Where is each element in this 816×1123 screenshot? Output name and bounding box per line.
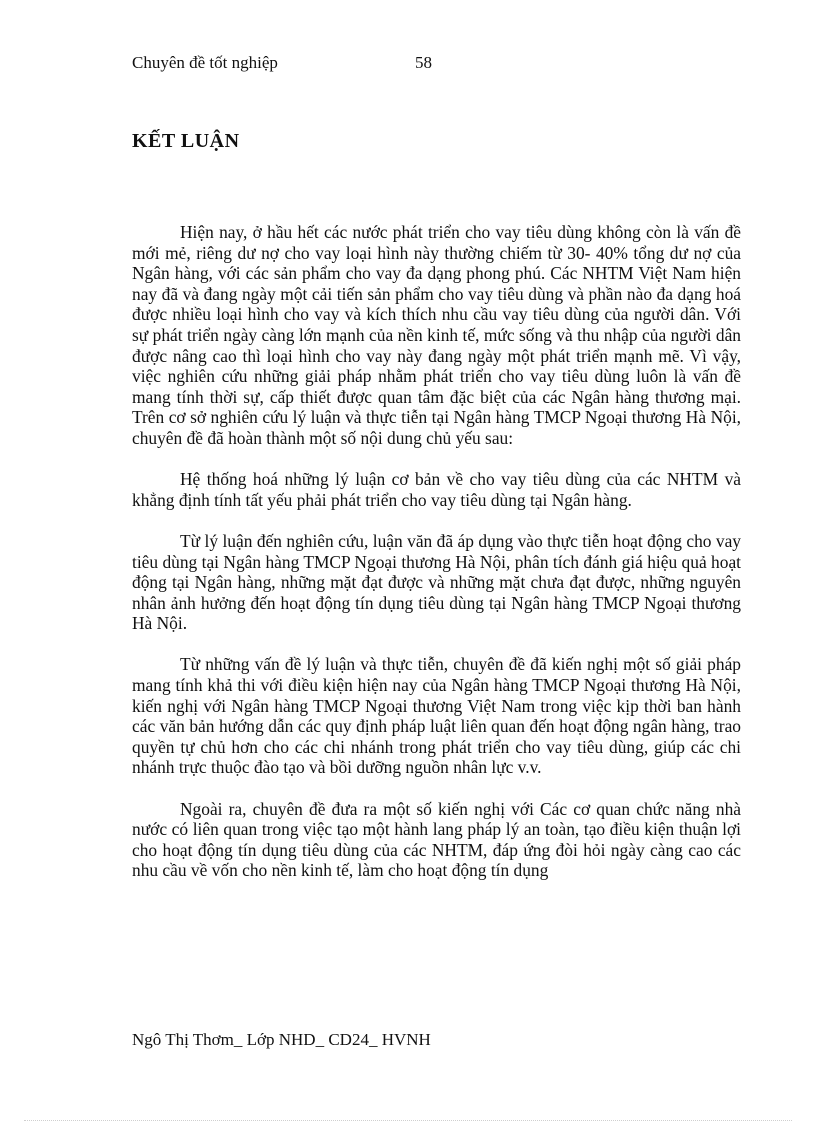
body-text bbox=[132, 222, 741, 902]
page-number: 58 bbox=[415, 53, 432, 72]
paragraph: Từ những vấn đề lý luận và thực tiễn, chuyên đề đã kiến nghị một số giải pháp mang tính khả thi với điều kiện hiện nay của Ngân hàng TMCP Ngoại thương Hà Nội, kiến nghị với Ngân hàng TMCP Ngoại thương Việt Nam trong việc kịp thời ban hành các văn bản hướng dẫn các quy định pháp luật liên quan đến hoạt động ngân hàng, trao quyền tự chủ hơn cho các chi nhánh trong phát triển cho vay tiêu dùng, giúp các chi nhánh trực thuộc đào tạo và bồi dưỡng nguồn nhân lực v.v. bbox=[132, 654, 741, 778]
page-header bbox=[132, 53, 452, 75]
page-footer: Ngô Thị Thơm_ Lớp NHD_ CD24_ HVNH bbox=[132, 1030, 431, 1049]
paragraph: Hiện nay, ở hầu hết các nước phát triển cho vay tiêu dùng không còn là vấn đề mới mẻ, riêng dư nợ cho vay loại hình này thường chiếm từ 30- 40% tổng dư nợ của Ngân hàng, với các sản phẩm cho vay đa dạng phong phú. Các NHTM Việt Nam hiện nay đã và đang ngày một cải tiến sản phẩm cho vay tiêu dùng và phần nào đa dạng hoá được nhiều loại hình cho vay và kích thích nhu cầu vay tiêu dùng của người dân. Với sự phát triển ngày càng lớn mạnh của nền kinh tế, mức sống và thu nhập của người dân được nâng cao thì loại hình cho vay này đang ngày một phát triển mạnh mẽ. Vì vậy, việc nghiên cứu những giải pháp nhằm phát triển cho vay tiêu dùng luôn là vấn đề mang tính thời sự, cấp thiết được quan tâm đặc biệt của các Ngân hàng thương mại. Trên cơ sở nghiên cứu lý luận và thực tiễn tại Ngân hàng TMCP Ngoại thương Hà Nội, chuyên đề đã hoàn thành một số nội dung chủ yếu sau: bbox=[132, 222, 741, 448]
section-heading: KẾT LUẬN bbox=[132, 130, 240, 152]
document-title: Chuyên đề tốt nghiệp bbox=[132, 53, 278, 72]
paragraph: Từ lý luận đến nghiên cứu, luận văn đã áp dụng vào thực tiễn hoạt động cho vay tiêu dùng tại Ngân hàng TMCP Ngoại thương Hà Nội, phân tích đánh giá hiệu quả hoạt động tại Ngân hàng, những mặt đạt được và những mặt chưa đạt được, những nguyên nhân ảnh hưởng đến hoạt động tín dụng tiêu dùng tại Ngân hàng TMCP Ngoại thương Hà Nội. bbox=[132, 530, 741, 634]
paragraph: Ngoài ra, chuyên đề đưa ra một số kiến nghị với Các cơ quan chức năng nhà nước có liên quan trong việc tạo một hành lang pháp lý an toàn, tạo điều kiện thuận lợi cho hoạt động tín dụng tiêu dùng của các NHTM, đáp ứng đòi hỏi ngày càng cao các nhu cầu về vốn cho nền kinh tế, làm cho hoạt động tín dụng bbox=[132, 798, 741, 881]
page-bottom-divider bbox=[24, 1120, 792, 1121]
paragraph: Hệ thống hoá những lý luận cơ bản về cho vay tiêu dùng của các NHTM và khẳng định tính tất yếu phải phát triển cho vay tiêu dùng tại Ngân hàng. bbox=[132, 469, 741, 510]
